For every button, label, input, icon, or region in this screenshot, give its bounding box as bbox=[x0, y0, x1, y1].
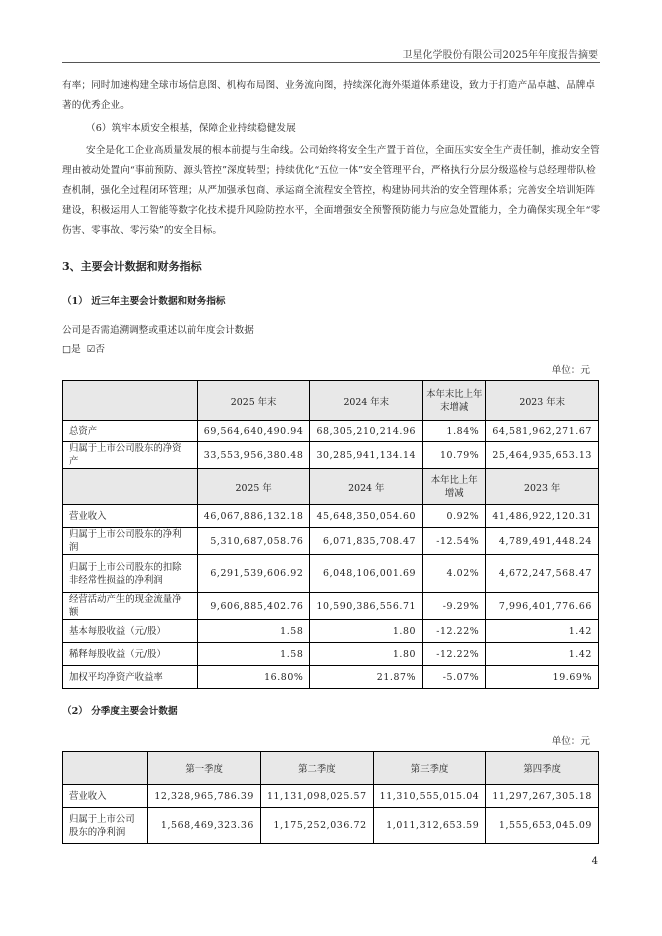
table-header-blank bbox=[63, 752, 148, 785]
table-header-cell: 2023 年末 bbox=[486, 381, 599, 421]
row-label: 加权平均净资产收益率 bbox=[63, 666, 198, 689]
table-cell: 19.69% bbox=[486, 666, 599, 689]
table-cell: 6,071,835,708.47 bbox=[310, 528, 423, 555]
unchecked-box-icon: □ bbox=[62, 344, 72, 355]
table-cell: 1.42 bbox=[486, 620, 599, 643]
table-subheader-row bbox=[63, 469, 599, 505]
table-cell: 4,672,247,568.47 bbox=[486, 555, 599, 593]
table-cell: 6,048,106,001.69 bbox=[310, 555, 423, 593]
table-row bbox=[63, 643, 599, 666]
table-cell: 11,297,267,305.18 bbox=[486, 785, 599, 808]
paragraph-safety-heading: （6）筑牢本质安全根基，保障企业持续稳健发展 bbox=[86, 123, 296, 134]
page-header: 卫星化学股份有限公司2025年年度报告摘要 bbox=[402, 50, 598, 61]
table-cell: -5.07% bbox=[423, 666, 486, 689]
three-year-data-table bbox=[62, 380, 599, 689]
table-cell: 4.02% bbox=[423, 555, 486, 593]
paragraph-safety: 安全是化工企业高质量发展的根本前提与生命线。公司始终将安全生产置于首位，全面压实安全生产责任制，推动安全管理由被动处置向“事前预防、源头管控”深度转型；持续优化“五位一体”安全管理平台，严格执行分层分级巡检与总经理带队检查机制，强化全过程闭环管理；从严加强承包商、承运商全流程安全管控，构建协同共治的安全管理体系；完善安全培训矩阵建设，积极运用人工智能等数字化技术提升风险防控水平，全面增强安全预警预防能力与应急处置能力，全力确保实现全年“零伤害、零事故、零污染”的安全目标。 bbox=[62, 145, 601, 236]
table-header-cell: 2024 年 bbox=[310, 469, 423, 505]
row-label: 归属于上市公司股东的净利润 bbox=[63, 808, 148, 844]
table-row bbox=[63, 528, 599, 555]
row-label: 稀释每股收益（元/股） bbox=[63, 643, 198, 666]
table-cell: 16.80% bbox=[197, 666, 310, 689]
table-cell: 41,486,922,120.31 bbox=[486, 505, 599, 528]
table-cell: 1.58 bbox=[197, 643, 310, 666]
page-number: 4 bbox=[591, 856, 598, 867]
table-cell: 1.80 bbox=[310, 620, 423, 643]
row-label: 基本每股收益（元/股） bbox=[63, 620, 198, 643]
row-label: 营业收入 bbox=[63, 785, 148, 808]
paragraph-market: 有率；同时加速构建全球市场信息图、机构布局图、业务流向图，持续深化海外渠道体系建设，致力于打造产品卓越、品牌卓著的优秀企业。 bbox=[62, 80, 596, 111]
table-header-cell: 本年末比上年末增减 bbox=[423, 381, 486, 421]
table-cell: 12,328,965,786.39 bbox=[148, 785, 261, 808]
table-row bbox=[63, 555, 599, 593]
table-header-cell: 2025 年 bbox=[197, 469, 310, 505]
table-row bbox=[63, 421, 599, 442]
table-header-cell: 2023 年 bbox=[486, 469, 599, 505]
option-no: 否 bbox=[95, 344, 105, 355]
row-label: 归属于上市公司股东的净资产 bbox=[63, 442, 198, 469]
table-header-cell: 第一季度 bbox=[148, 752, 261, 785]
table-cell: 11,310,555,015.04 bbox=[373, 785, 486, 808]
table-cell: -12.54% bbox=[423, 528, 486, 555]
table-cell: 68,305,210,214.96 bbox=[310, 421, 423, 442]
table-header-cell: 第二季度 bbox=[260, 752, 373, 785]
unit-label: 单位：元 bbox=[551, 365, 590, 376]
table-cell: 46,067,886,132.18 bbox=[197, 505, 310, 528]
table-cell: 1,011,312,653.59 bbox=[373, 808, 486, 844]
table-header-cell: 第三季度 bbox=[373, 752, 486, 785]
table-cell: 1,175,252,036.72 bbox=[260, 808, 373, 844]
table-cell: 1,555,653,045.09 bbox=[486, 808, 599, 844]
row-label: 经营活动产生的现金流量净额 bbox=[63, 593, 198, 620]
table-cell: 1.58 bbox=[197, 620, 310, 643]
table-row bbox=[63, 620, 599, 643]
unit-label-quarterly: 单位：元 bbox=[551, 736, 590, 747]
restatement-options bbox=[62, 341, 105, 355]
table-cell: 25,464,935,653.13 bbox=[486, 442, 599, 469]
table-row bbox=[63, 505, 599, 528]
table-header-cell: 本年比上年增减 bbox=[423, 469, 486, 505]
table-header-cell: 2025 年末 bbox=[197, 381, 310, 421]
table-cell: 10,590,386,556.71 bbox=[310, 593, 423, 620]
subsection-heading-three-year: （1） 近三年主要会计数据和财务指标 bbox=[62, 296, 226, 307]
table-cell: 64,581,962,271.67 bbox=[486, 421, 599, 442]
row-label: 归属于上市公司股东的扣除非经常性损益的净利润 bbox=[63, 555, 198, 593]
table-cell: 6,291,539,606.92 bbox=[197, 555, 310, 593]
row-label: 总资产 bbox=[63, 421, 198, 442]
table-header-cell: 2024 年末 bbox=[310, 381, 423, 421]
option-yes: 是 bbox=[71, 344, 81, 355]
table-header-cell: 第四季度 bbox=[486, 752, 599, 785]
table-header-blank bbox=[63, 381, 198, 421]
table-cell: -9.29% bbox=[423, 593, 486, 620]
table-cell: 21.87% bbox=[310, 666, 423, 689]
table-row bbox=[63, 442, 599, 469]
row-label: 营业收入 bbox=[63, 505, 198, 528]
table-cell: 1.84% bbox=[423, 421, 486, 442]
table-cell: 5,310,687,058.76 bbox=[197, 528, 310, 555]
table-row bbox=[63, 666, 599, 689]
row-label: 归属于上市公司股东的净利润 bbox=[63, 528, 198, 555]
table-row bbox=[63, 808, 599, 844]
table-cell: 0.92% bbox=[423, 505, 486, 528]
table-row bbox=[63, 593, 599, 620]
header-divider bbox=[62, 62, 600, 63]
table-cell: 33,553,956,380.48 bbox=[197, 442, 310, 469]
table-cell: 1,568,469,323.36 bbox=[148, 808, 261, 844]
table-cell: 1.42 bbox=[486, 643, 599, 666]
table-header-row bbox=[63, 381, 599, 421]
table-cell: 30,285,941,134.14 bbox=[310, 442, 423, 469]
table-cell: 45,648,350,054.60 bbox=[310, 505, 423, 528]
table-row bbox=[63, 785, 599, 808]
table-cell: -12.22% bbox=[423, 643, 486, 666]
section-heading: 3、主要会计数据和财务指标 bbox=[62, 260, 202, 273]
table-cell: 11,131,098,025.57 bbox=[260, 785, 373, 808]
table-cell: 9,606,885,402.76 bbox=[197, 593, 310, 620]
quarterly-data-table bbox=[62, 751, 599, 844]
table-header-blank bbox=[63, 469, 198, 505]
table-cell: 10.79% bbox=[423, 442, 486, 469]
checked-box-icon: ☑ bbox=[86, 344, 96, 355]
table-cell: 69,564,640,490.94 bbox=[197, 421, 310, 442]
subsection-heading-quarterly: （2） 分季度主要会计数据 bbox=[62, 706, 178, 717]
table-cell: 4,789,491,448.24 bbox=[486, 528, 599, 555]
table-cell: 1.80 bbox=[310, 643, 423, 666]
table-cell: 7,996,401,776.66 bbox=[486, 593, 599, 620]
restatement-question: 公司是否需追溯调整或重述以前年度会计数据 bbox=[62, 325, 254, 336]
table-header-row bbox=[63, 752, 599, 785]
table-cell: -12.22% bbox=[423, 620, 486, 643]
